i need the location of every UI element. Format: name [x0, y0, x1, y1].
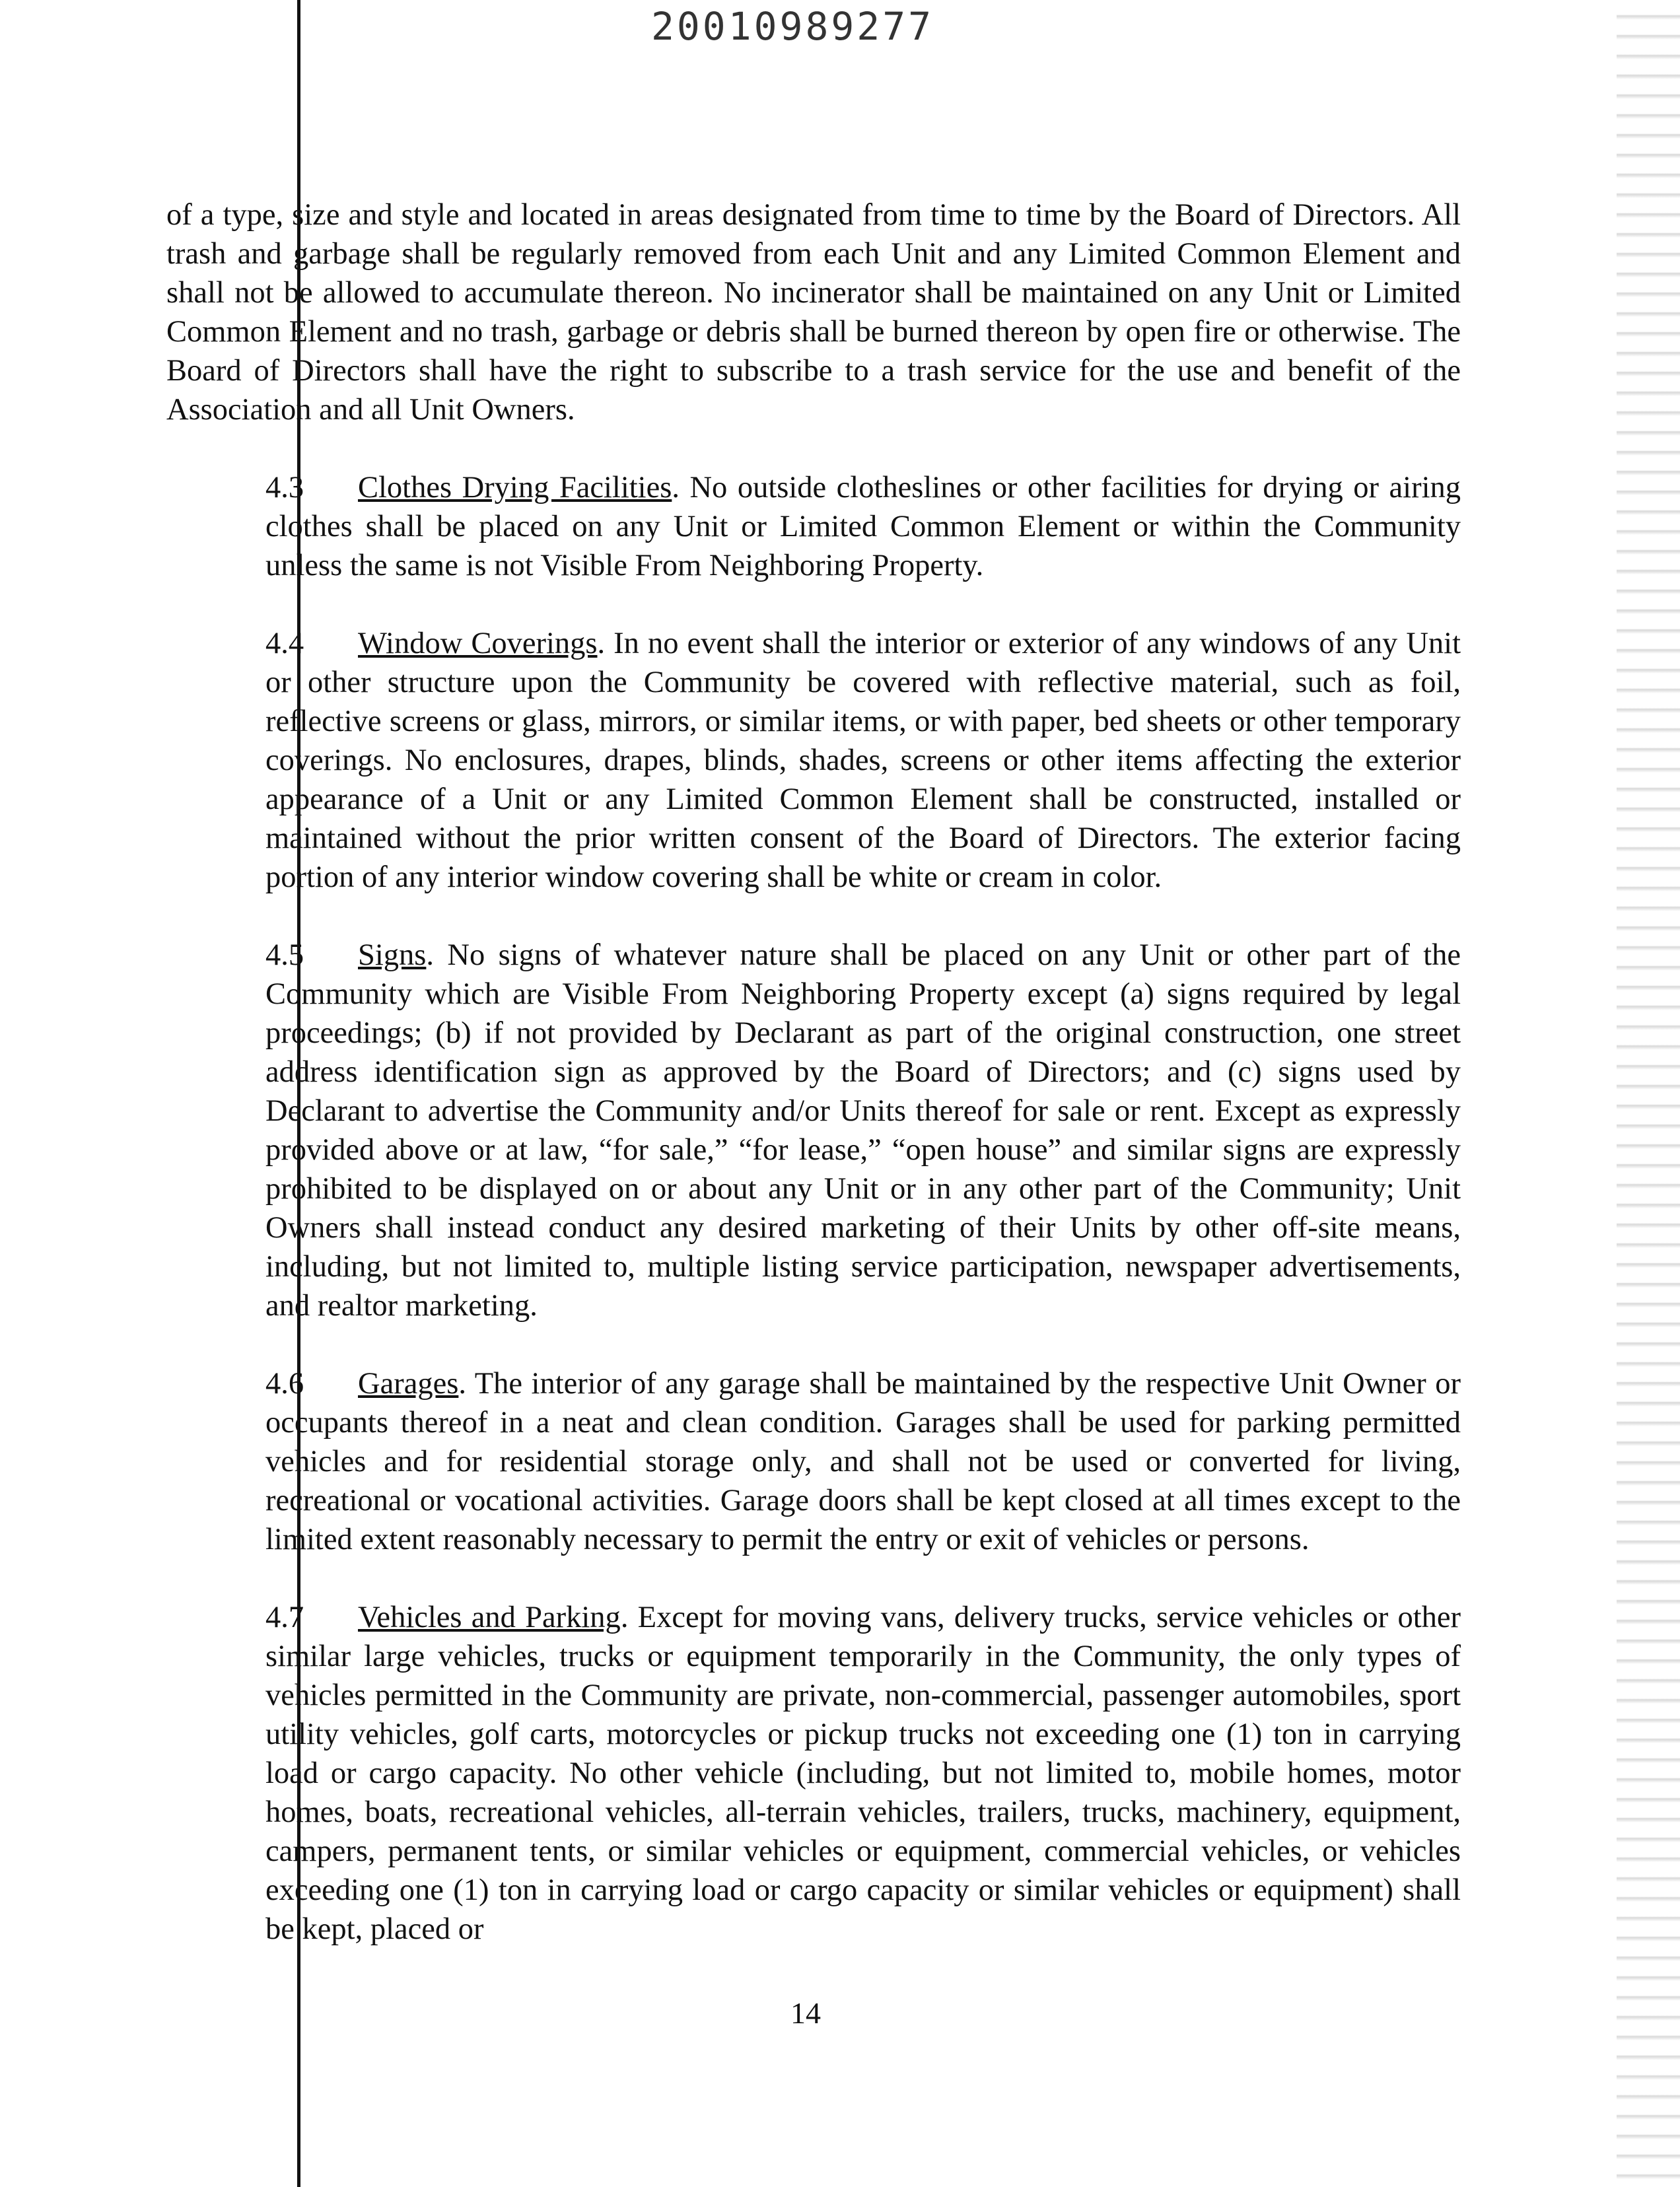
section-body: Except for moving vans, delivery trucks, service vehicles or other similar large vehicles, trucks or equipment temporarily in the Community, the only types of vehicles permitted in the Community are private, non-commercial, passenger automobiles, sport utility vehicles, golf carts, motorcycles or pickup trucks not exceeding one (1) ton in carrying load or cargo capacity. No other vehicle (including, but not limited to, mobile homes, motor homes, boats, recreational vehicles, all-terrain vehicles, trailers, trucks, machinery, equipment, campers, permanent tents, or similar vehicles or equipment, commercial vehicles, or vehicles exceeding one (1) ton in carrying load or cargo capacity or similar vehicles or equipment) shall be kept, placed or — [265, 1601, 1461, 1946]
section-number: 4.4 — [265, 627, 304, 660]
intro-paragraph: of a type, size and style and located in areas designated from time to time by the Board of Directors. All trash and garbage shall be regularly removed from each Unit and any Limited Common Element and shall not be allowed to accumulate thereon. No incinerator shall be maintained on any Unit or Limited Common Element and no trash, garbage or debris shall be burned thereon by open fire or otherwise. The Board of Directors shall have the right to subscribe to a trash service for the use and benefit of the Association and all Unit Owners. — [166, 198, 1461, 427]
document-body — [166, 195, 1461, 1988]
section-heading: Vehicles and Parking — [358, 1601, 621, 1634]
section-body: No outside clotheslines or other facilities for drying or airing clothes shall be placed on any Unit or Limited Common Element or within the Community unless the same is not Visible From Neighboring Property. — [265, 471, 1461, 582]
scan-edge-noise — [1617, 0, 1680, 2187]
section-4-7: 4.7 Vehicles and Parking. Except for moving vans, delivery trucks, service vehicles or other similar large vehicles, trucks or equipment temporarily in the Community, the only types of vehicles permitted in the Community are private, non-commercial, passenger automobiles, sport utility vehicles, golf carts, motorcycles or pickup trucks not exceeding one (1) ton in carrying load or cargo capacity. No other vehicle (including, but not limited to, mobile homes, motor homes, boats, recreational vehicles, all-terrain vehicles, trailers, trucks, machinery, equipment, campers, permanent tents, or similar vehicles or equipment, commercial vehicles, or vehicles exceeding one (1) ton in carrying load or cargo capacity or similar vehicles or equipment) shall be kept, placed or — [166, 1598, 1461, 1949]
section-4-4: 4.4 Window Coverings. In no event shall the interior or exterior of any windows of any Unit or other structure upon the Community be covered with reflective material, such as foil, reflective screens or glass, mirrors, or similar items, or with paper, bed sheets or other temporary coverings. No enclosures, drapes, blinds, shades, screens or other items affecting the exterior appearance of a Unit or any Limited Common Element shall be constructed, installed or maintained without the prior written consent of the Board of Directors. The exterior facing portion of any interior window covering shall be white or cream in color. — [166, 624, 1461, 897]
section-number: 4.6 — [265, 1367, 304, 1401]
section-number: 4.7 — [265, 1601, 304, 1634]
section-heading: Garages — [358, 1367, 459, 1401]
section-body: In no event shall the interior or exterior of any windows of any Unit or other structure upon the Community be covered with reflective material, such as foil, reflective screens or glass, mirrors, or similar items, or with paper, bed sheets or other temporary coverings. No enclosures, drapes, blinds, shades, screens or other items affecting the exterior appearance of a Unit or any Limited Common Element shall be constructed, installed or maintained without the prior written consent of the Board of Directors. The exterior facing portion of any interior window covering shall be white or cream in color. — [265, 627, 1461, 894]
section-body: The interior of any garage shall be maintained by the respective Unit Owner or occupants thereof in a neat and clean condition. Garages shall be used for parking permitted vehicles and for residential storage only, and shall not be used or converted for living, recreational or vocational activities. Garage doors shall be kept closed at all times except to the limited extent reasonably necessary to permit the entry or exit of vehicles or persons. — [265, 1367, 1461, 1556]
section-heading: Clothes Drying Facilities — [358, 471, 672, 504]
page-number: 14 — [790, 1996, 821, 2030]
section-4-3: 4.3 Clothes Drying Facilities. No outside clotheslines or other facilities for drying or airing clothes shall be placed on any Unit or Limited Common Element or within the Community unless the same is not Visible From Neighboring Property. — [166, 468, 1461, 585]
section-4-5: 4.5 Signs. No signs of whatever nature shall be placed on any Unit or other part of the Community which are Visible From Neighboring Property except (a) signs required by legal proceedings; (b) if not provided by Declarant as part of the original construction, one street address identification sign as approved by the Board of Directors; and (c) signs used by Declarant to advertise the Community and/or Units thereof for sale or rent. Except as expressly provided above or at law, “for sale,” “for lease,” “open house” and similar signs are expressly prohibited to be displayed on or about any Unit or in any other part of the Community; Unit Owners shall instead conduct any desired marketing of their Units by other off-site means, including, but not limited to, multiple listing service participation, newspaper advertisements, and realtor marketing. — [166, 936, 1461, 1325]
section-number: 4.5 — [265, 938, 304, 972]
section-heading: Signs — [358, 938, 427, 972]
section-body: No signs of whatever nature shall be placed on any Unit or other part of the Community which are Visible From Neighboring Property except (a) signs required by legal proceedings; (b) if not provided by Declarant as part of the original construction, one street address identification sign as approved by the Board of Directors; and (c) signs used by Declarant to advertise the Community and/or Units thereof for sale or rent. Except as expressly provided above or at law, “for sale,” “for lease,” “open house” and similar signs are expressly prohibited to be displayed on or about any Unit or in any other part of the Community; Unit Owners shall instead conduct any desired marketing of their Units by other off-site means, including, but not limited to, multiple listing service participation, newspaper advertisements, and realtor marketing. — [265, 938, 1461, 1323]
section-4-6: 4.6 Garages. The interior of any garage shall be maintained by the respective Unit Owner or occupants thereof in a neat and clean condition. Garages shall be used for parking permitted vehicles and for residential storage only, and shall not be used or converted for living, recreational or vocational activities. Garage doors shall be kept closed at all times except to the limited extent reasonably necessary to permit the entry or exit of vehicles or persons. — [166, 1364, 1461, 1559]
section-number: 4.3 — [265, 471, 304, 504]
section-heading: Window Coverings — [358, 627, 598, 660]
document-number: 20010989277 — [650, 4, 934, 49]
